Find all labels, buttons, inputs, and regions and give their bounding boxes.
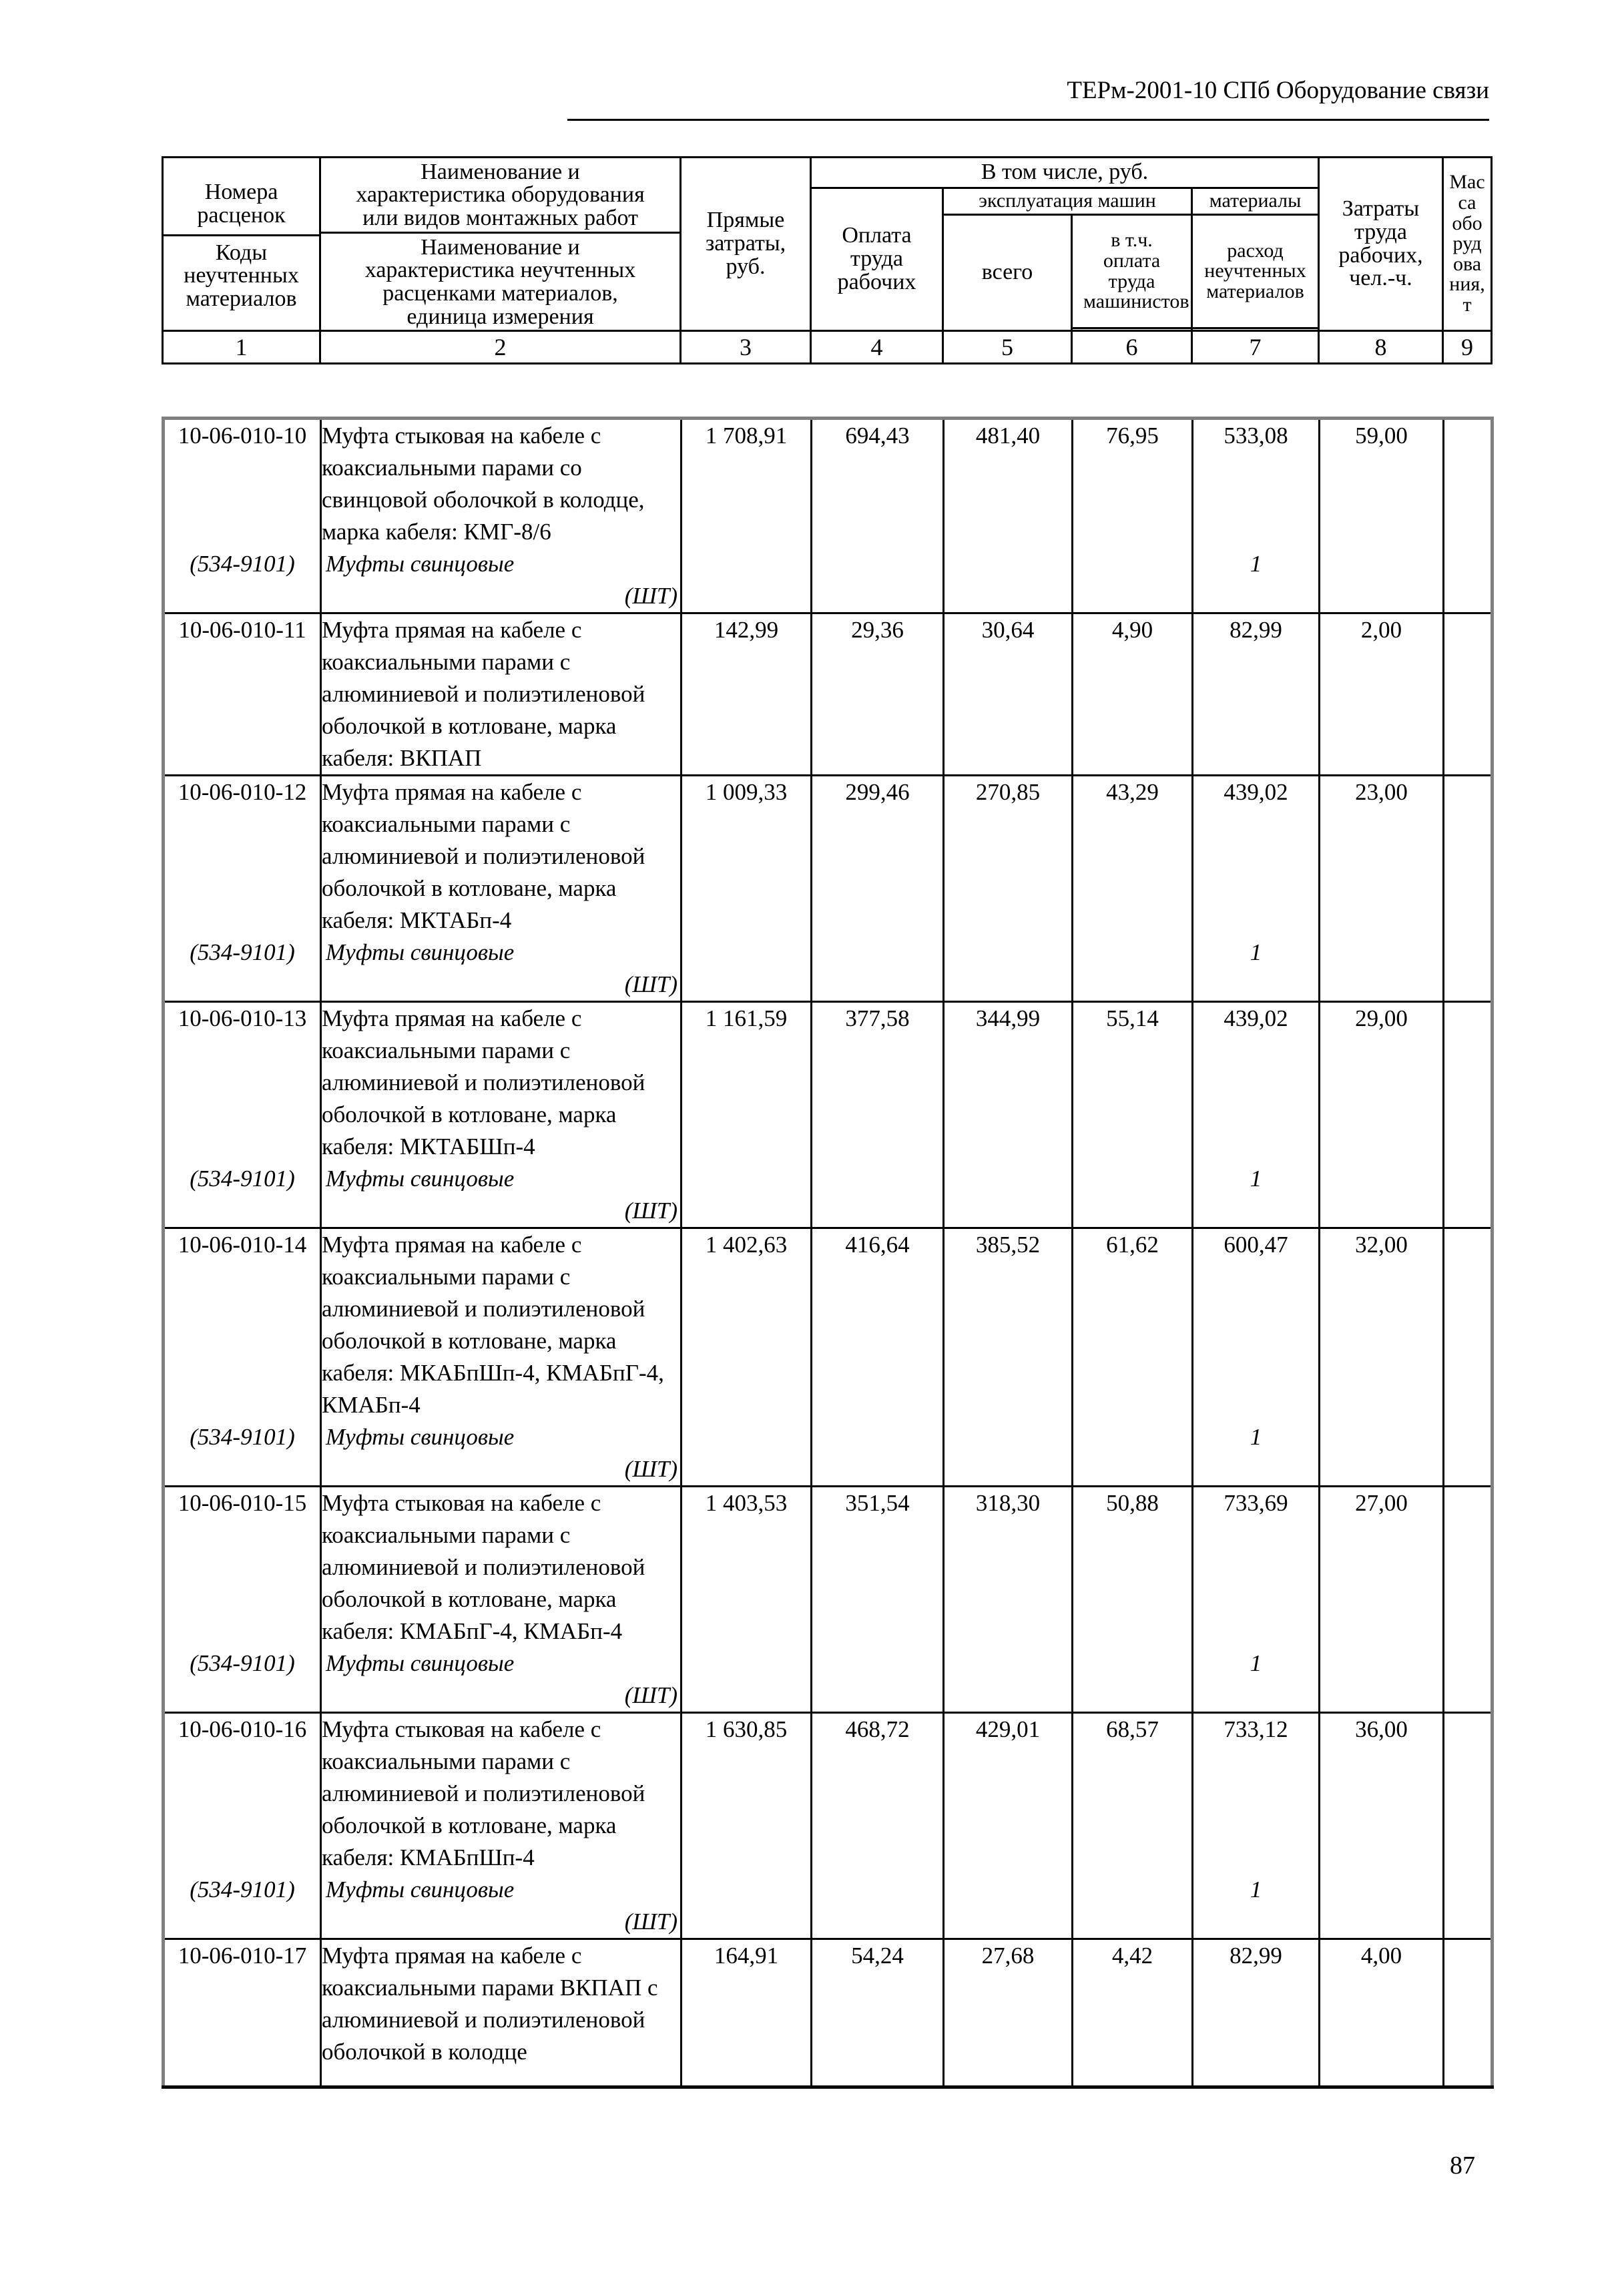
rate-code: 10-06-010-14 xyxy=(164,1228,321,1422)
header-col-labor: Оплата труда рабочих xyxy=(811,188,943,331)
empty-cell xyxy=(682,1874,812,1939)
rate-description: Муфта стыковая на кабеле с коаксиальными парами с алюминиевой и полиэтиленовой оболочкой в котловане, марка кабеля: КМАБпШп-4 xyxy=(321,1713,682,1874)
column-number: 4 xyxy=(811,331,943,364)
header-col-machines-total: всего xyxy=(943,215,1072,331)
material-name: Муфты свинцовые xyxy=(326,939,515,965)
material-code: (534-9101) xyxy=(164,1163,321,1228)
equipment-mass xyxy=(1444,1228,1493,1422)
labor-cost: 351,54 xyxy=(812,1487,944,1648)
labor-hours: 27,00 xyxy=(1320,1487,1444,1648)
column-number: 5 xyxy=(943,331,1072,364)
header-col-codes xyxy=(163,158,320,331)
empty-cell xyxy=(1444,937,1493,1002)
column-number: 8 xyxy=(1319,331,1443,364)
labor-cost: 54,24 xyxy=(812,1939,944,2087)
empty-cell xyxy=(944,1874,1073,1939)
materials-cost: 600,47 xyxy=(1193,1228,1320,1422)
materials-cost: 82,99 xyxy=(1193,613,1320,776)
material-name: Муфты свинцовые xyxy=(326,551,515,577)
machinists-cost: 4,90 xyxy=(1073,613,1193,776)
labor-cost: 377,58 xyxy=(812,1002,944,1164)
empty-cell xyxy=(1444,1648,1493,1713)
material-cell xyxy=(321,1648,682,1713)
materials-cost: 439,02 xyxy=(1193,776,1320,937)
column-number: 3 xyxy=(681,331,811,364)
empty-cell xyxy=(944,548,1073,613)
direct-cost: 1 161,59 xyxy=(682,1002,812,1164)
equipment-mass xyxy=(1444,419,1493,549)
material-code: (534-9101) xyxy=(164,1421,321,1487)
direct-cost: 1 009,33 xyxy=(682,776,812,937)
header-col-hours: Затраты труда рабочих, чел.-ч. xyxy=(1319,158,1443,331)
machines-cost: 270,85 xyxy=(944,776,1073,937)
machines-cost: 30,64 xyxy=(944,613,1073,776)
material-row xyxy=(164,937,1493,1002)
column-number: 9 xyxy=(1443,331,1492,364)
material-row xyxy=(164,1163,1493,1228)
material-quantity: 1 xyxy=(1193,548,1320,613)
material-code: (534-9101) xyxy=(164,937,321,1002)
header-col1-top: Номера расценок xyxy=(197,180,286,228)
header-machines: эксплуатация машин xyxy=(943,188,1192,215)
header-col-mass: Масса оборудования, т xyxy=(1443,158,1492,331)
equipment-mass xyxy=(1444,613,1493,776)
labor-hours: 23,00 xyxy=(1320,776,1444,937)
empty-cell xyxy=(812,548,944,613)
materials-cost: 533,08 xyxy=(1193,419,1320,549)
empty-cell xyxy=(1320,1874,1444,1939)
material-name: Муфты свинцовые xyxy=(326,1166,515,1192)
header-rule xyxy=(567,119,1489,121)
table-row xyxy=(164,613,1493,776)
header-col2-bottom: Наименование и характеристика неучтенных расценками материалов, единица измерения xyxy=(321,232,680,329)
header-group: В том числе, руб. xyxy=(811,158,1319,188)
direct-cost: 1 402,63 xyxy=(682,1228,812,1422)
empty-cell xyxy=(1073,1163,1193,1228)
direct-cost: 1 708,91 xyxy=(682,419,812,549)
machinists-cost: 50,88 xyxy=(1073,1487,1193,1648)
material-cell xyxy=(321,937,682,1002)
rate-description: Муфта прямая на кабеле с коаксиальными парами с алюминиевой и полиэтиленовой оболочкой в котловане, марка кабеля: ВКПАП xyxy=(321,613,682,776)
rate-code: 10-06-010-17 xyxy=(164,1939,321,2087)
material-row xyxy=(164,1874,1493,1939)
table-row xyxy=(164,1487,1493,1648)
material-unit: (ШТ) xyxy=(624,1682,678,1708)
materials-cost: 733,69 xyxy=(1193,1487,1320,1648)
machines-cost: 318,30 xyxy=(944,1487,1073,1648)
table-row xyxy=(164,1939,1493,2087)
empty-cell xyxy=(682,548,812,613)
table-row xyxy=(164,1002,1493,1164)
column-number: 7 xyxy=(1192,331,1319,364)
table-row xyxy=(164,776,1493,937)
machines-cost: 27,68 xyxy=(944,1939,1073,2087)
empty-cell xyxy=(812,1163,944,1228)
rate-description: Муфта стыковая на кабеле с коаксиальными парами со свинцовой оболочкой в колодце, марка кабеля: КМГ-8/6 xyxy=(321,419,682,549)
machinists-cost: 68,57 xyxy=(1073,1713,1193,1874)
header-col2-top: Наименование и характеристика оборудования или видов монтажных работ xyxy=(356,159,645,230)
empty-cell xyxy=(1320,1648,1444,1713)
rate-description: Муфта прямая на кабеле с коаксиальными парами с алюминиевой и полиэтиленовой оболочкой в котловане, марка кабеля: МКАБпШп-4, КМАБпГ-4, КМАБп-4 xyxy=(321,1228,682,1422)
labor-cost: 299,46 xyxy=(812,776,944,937)
machinists-cost: 61,62 xyxy=(1073,1228,1193,1422)
rate-description: Муфта прямая на кабеле с коаксиальными парами ВКПАП с алюминиевой и полиэтиленовой оболочкой в колодце xyxy=(321,1939,682,2087)
empty-cell xyxy=(1444,1421,1493,1487)
column-number: 2 xyxy=(320,331,681,364)
empty-cell xyxy=(1320,937,1444,1002)
material-cell xyxy=(321,548,682,613)
labor-hours: 59,00 xyxy=(1320,419,1444,549)
column-number: 6 xyxy=(1072,331,1192,364)
material-quantity: 1 xyxy=(1193,1648,1320,1713)
rate-description: Муфта стыковая на кабеле с коаксиальными парами с алюминиевой и полиэтиленовой оболочкой в котловане, марка кабеля: КМАБпГ-4, КМАБп-4 xyxy=(321,1487,682,1648)
labor-hours: 4,00 xyxy=(1320,1939,1444,2087)
header-col-description xyxy=(320,158,681,331)
page-number: 87 xyxy=(1450,2151,1475,2180)
empty-cell xyxy=(944,1421,1073,1487)
machines-cost: 429,01 xyxy=(944,1713,1073,1874)
empty-cell xyxy=(812,937,944,1002)
machinists-cost: 55,14 xyxy=(1073,1002,1193,1164)
material-quantity: 1 xyxy=(1193,1163,1320,1228)
column-number: 1 xyxy=(163,331,320,364)
material-unit: (ШТ) xyxy=(624,583,678,609)
running-header: ТЕРм-2001-10 СПб Оборудование связи xyxy=(1067,77,1489,104)
header-col6-text: в т.ч. оплата труда машинистов xyxy=(1083,229,1189,313)
empty-cell xyxy=(1444,1163,1493,1228)
labor-hours: 36,00 xyxy=(1320,1713,1444,1874)
empty-cell xyxy=(682,937,812,1002)
empty-cell xyxy=(682,1421,812,1487)
rate-code: 10-06-010-12 xyxy=(164,776,321,937)
empty-cell xyxy=(1320,1163,1444,1228)
rate-code: 10-06-010-13 xyxy=(164,1002,321,1164)
material-row xyxy=(164,1648,1493,1713)
rates-table xyxy=(162,417,1494,2089)
rate-code: 10-06-010-15 xyxy=(164,1487,321,1648)
rate-code: 10-06-010-11 xyxy=(164,613,321,776)
table-row xyxy=(164,419,1493,549)
machines-cost: 481,40 xyxy=(944,419,1073,549)
empty-cell xyxy=(812,1874,944,1939)
material-row xyxy=(164,548,1493,613)
rates-table-body xyxy=(164,419,1493,2087)
labor-hours: 29,00 xyxy=(1320,1002,1444,1164)
materials-cost: 439,02 xyxy=(1193,1002,1320,1164)
empty-cell xyxy=(1444,548,1493,613)
table-row xyxy=(164,1713,1493,1874)
material-code: (534-9101) xyxy=(164,548,321,613)
empty-cell xyxy=(944,1648,1073,1713)
material-unit: (ШТ) xyxy=(624,1198,678,1224)
machinists-cost: 76,95 xyxy=(1073,419,1193,549)
rate-code: 10-06-010-16 xyxy=(164,1713,321,1874)
material-cell xyxy=(321,1163,682,1228)
material-unit: (ШТ) xyxy=(624,1909,678,1935)
empty-cell xyxy=(1073,1874,1193,1939)
machinists-cost: 43,29 xyxy=(1073,776,1193,937)
empty-cell xyxy=(944,1163,1073,1228)
empty-cell xyxy=(1073,1648,1193,1713)
machines-cost: 344,99 xyxy=(944,1002,1073,1164)
labor-hours: 32,00 xyxy=(1320,1228,1444,1422)
equipment-mass xyxy=(1444,776,1493,937)
rate-code: 10-06-010-10 xyxy=(164,419,321,549)
empty-cell xyxy=(1073,1421,1193,1487)
equipment-mass xyxy=(1444,1939,1493,2087)
header-col-direct: Прямые затраты, руб. xyxy=(681,158,811,331)
empty-cell xyxy=(812,1421,944,1487)
material-unit: (ШТ) xyxy=(624,971,678,997)
direct-cost: 164,91 xyxy=(682,1939,812,2087)
header-col1-bottom: Коды неучтенных материалов xyxy=(164,234,319,311)
labor-hours: 2,00 xyxy=(1320,613,1444,776)
direct-cost: 142,99 xyxy=(682,613,812,776)
material-code: (534-9101) xyxy=(164,1874,321,1939)
empty-cell xyxy=(682,1648,812,1713)
material-name: Муфты свинцовые xyxy=(326,1424,515,1450)
machinists-cost: 4,42 xyxy=(1073,1939,1193,2087)
table-row xyxy=(164,1228,1493,1422)
empty-cell xyxy=(1320,548,1444,613)
material-name: Муфты свинцовые xyxy=(326,1876,515,1903)
material-cell xyxy=(321,1874,682,1939)
materials-cost: 82,99 xyxy=(1193,1939,1320,2087)
equipment-mass xyxy=(1444,1487,1493,1648)
empty-cell xyxy=(1320,1421,1444,1487)
material-name: Муфты свинцовые xyxy=(326,1650,515,1676)
equipment-mass xyxy=(1444,1002,1493,1164)
material-unit: (ШТ) xyxy=(624,1456,678,1482)
rate-description: Муфта прямая на кабеле с коаксиальными парами с алюминиевой и полиэтиленовой оболочкой в котловане, марка кабеля: МКТАБп-4 xyxy=(321,776,682,937)
direct-cost: 1 403,53 xyxy=(682,1487,812,1648)
labor-cost: 416,64 xyxy=(812,1228,944,1422)
labor-cost: 29,36 xyxy=(812,613,944,776)
table-header xyxy=(162,156,1493,364)
empty-cell xyxy=(812,1648,944,1713)
material-code: (534-9101) xyxy=(164,1648,321,1713)
material-quantity: 1 xyxy=(1193,1421,1320,1487)
material-row xyxy=(164,1421,1493,1487)
header-col-machinists xyxy=(1072,215,1192,328)
column-numbers-row xyxy=(163,331,1492,364)
machines-cost: 385,52 xyxy=(944,1228,1073,1422)
empty-cell xyxy=(1444,1874,1493,1939)
direct-cost: 1 630,85 xyxy=(682,1713,812,1874)
empty-cell xyxy=(1073,937,1193,1002)
header-col-materials-use: расход неучтенных материалов xyxy=(1192,215,1319,328)
material-cell xyxy=(321,1421,682,1487)
empty-cell xyxy=(944,937,1073,1002)
material-quantity: 1 xyxy=(1193,1874,1320,1939)
empty-cell xyxy=(682,1163,812,1228)
materials-cost: 733,12 xyxy=(1193,1713,1320,1874)
header-materials: материалы xyxy=(1192,188,1319,215)
empty-cell xyxy=(1073,548,1193,613)
material-quantity: 1 xyxy=(1193,937,1320,1002)
labor-cost: 694,43 xyxy=(812,419,944,549)
equipment-mass xyxy=(1444,1713,1493,1874)
rate-description: Муфта прямая на кабеле с коаксиальными парами с алюминиевой и полиэтиленовой оболочкой в котловане, марка кабеля: МКТАБШп-4 xyxy=(321,1002,682,1164)
labor-cost: 468,72 xyxy=(812,1713,944,1874)
